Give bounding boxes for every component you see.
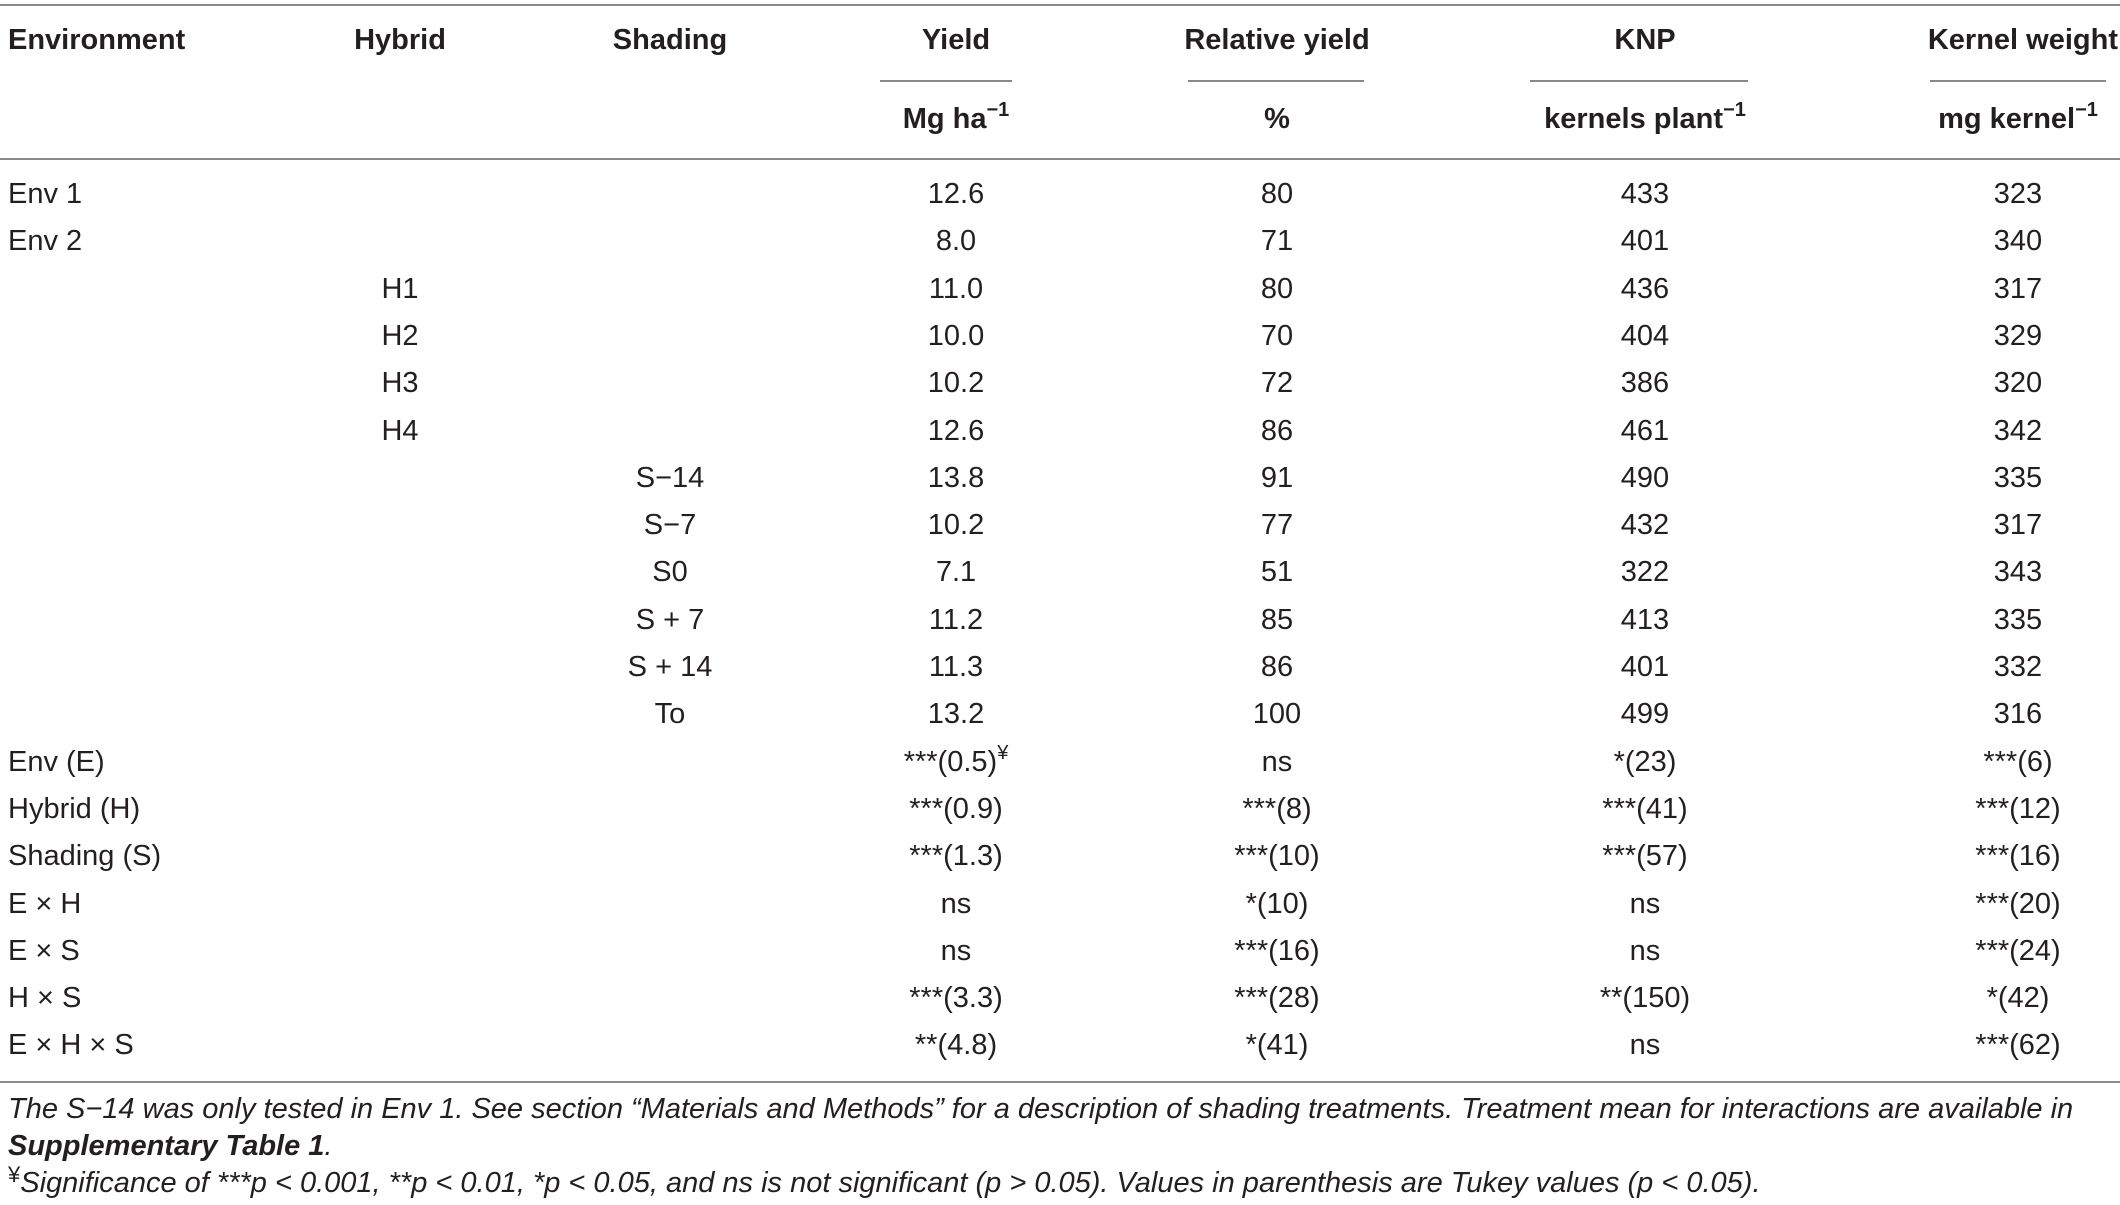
relative-yield-unit: % [1264,103,1290,135]
cell-rel: 85 [1260,604,1294,636]
cell-rel: ***(10) [1234,840,1320,872]
kernel-weight-unit: mg kernel$^{-1}$ [1938,99,2098,135]
row-label: E × H × S [8,1029,134,1061]
row-label: To [654,698,686,730]
footnote-1: The S−14 was only tested in Env 1. See section “Materials and Methods” for a description of shading treatments. Treatment mean for interactions are available in Supplementary Table 1. [8,1093,2074,1162]
column-header-knp: KNP [1614,24,1676,56]
cell-yield: ***(3.3) [909,982,1003,1014]
cell-yield: **(4.8) [914,1029,998,1061]
cell-knp: 433 [1620,178,1670,210]
yen-symbol: ¥ [8,1162,21,1187]
column-header-hybrid: Hybrid [354,24,446,56]
cell-knp: 322 [1620,556,1670,588]
cell-rel: 86 [1260,415,1294,447]
cell-kw: 320 [1993,367,2043,399]
yield-unit: Mg $ha^{-1}$ [902,99,1010,135]
cell-rel: 72 [1260,367,1294,399]
row-label: Env 1 [8,178,83,210]
table-bottom-rule [0,1081,2120,1083]
cell-rel: 86 [1260,651,1294,683]
cell-knp: 432 [1620,509,1670,541]
row-label: H1 [381,273,419,305]
cell-yield: 11.3 [928,651,984,683]
column-header-relative-yield: Relative yield [1184,24,1370,56]
cell-knp: ***(57) [1602,840,1688,872]
cell-kw: ***(16) [1975,840,2061,872]
cell-yield: ***(0.5)¥ [903,742,1009,778]
knp-unit-rule [1530,80,1748,82]
cell-kw: ***(62) [1975,1029,2061,1061]
cell-yield: 12.6 [927,415,985,447]
cell-rel: ns [1261,746,1293,778]
cell-rel: 51 [1260,556,1294,588]
cell-yield: 13.8 [927,462,985,494]
relative-yield-unit-rule [1188,80,1364,82]
cell-rel: 80 [1260,273,1294,305]
row-label: E × S [8,935,80,967]
cell-kw: 317 [1993,273,2043,305]
cell-rel: 71 [1260,225,1294,257]
cell-yield: 10.2 [927,367,985,399]
header-bottom-rule [0,158,2120,160]
table-footnotes [8,1091,2112,1202]
cell-knp: 499 [1620,698,1670,730]
row-label: S−7 [643,509,697,541]
knp-unit: kernels plant$^{-1}$ [1544,99,1746,135]
cell-kw: ***(12) [1975,793,2061,825]
cell-kw: 329 [1993,320,2043,352]
row-label: S−14 [635,462,705,494]
row-label: S + 7 [635,604,705,636]
cell-kw: ***(6) [1983,746,2053,778]
row-label: H3 [381,367,419,399]
cell-yield: 10.2 [927,509,985,541]
cell-rel: 70 [1260,320,1294,352]
row-label: S + 14 [627,651,713,683]
row-label: S0 [652,556,688,588]
supplementary-table-link[interactable]: Supplementary Table 1 [8,1130,325,1162]
cell-rel: 80 [1260,178,1294,210]
cell-yield: 11.0 [928,273,984,305]
cell-yield: 8.0 [935,225,977,257]
cell-knp: ns [1629,888,1661,920]
cell-rel: *(41) [1245,1029,1309,1061]
row-label: H × S [8,982,82,1014]
cell-kw: 317 [1993,509,2043,541]
column-header-shading: Shading [612,24,728,56]
cell-knp: ***(41) [1602,793,1688,825]
row-label: H4 [381,415,419,447]
row-label: Env 2 [8,225,83,257]
cell-rel: ***(8) [1242,793,1312,825]
cell-yield: ns [940,935,972,967]
cell-kw: 340 [1993,225,2043,257]
cell-knp: 436 [1620,273,1670,305]
cell-knp: 401 [1620,651,1670,683]
cell-kw: 316 [1993,698,2043,730]
top-rule [0,4,2120,6]
cell-kw: ***(24) [1975,935,2061,967]
cell-yield: ***(0.9) [909,793,1003,825]
cell-kw: 343 [1993,556,2043,588]
cell-kw: ***(20) [1975,888,2061,920]
cell-yield: 7.1 [935,556,977,588]
cell-rel: 91 [1260,462,1294,494]
row-label: Shading (S) [8,840,162,872]
cell-rel: ***(16) [1234,935,1320,967]
cell-knp: **(150) [1599,982,1691,1014]
cell-kw: 323 [1993,178,2043,210]
footnote-2: ¥Significance of ***p < 0.001, **p < 0.01, *p < 0.05, and ns is not significant (p > 0.05). Values in parenthesis are Tukey values (p < 0.05). [8,1162,1761,1199]
cell-rel: 77 [1260,509,1294,541]
cell-knp: 461 [1620,415,1670,447]
cell-kw: 335 [1993,604,2043,636]
column-header-yield: Yield [921,24,991,56]
row-label: Env (E) [8,746,105,778]
cell-yield: 10.0 [927,320,985,352]
cell-knp: 386 [1620,367,1670,399]
cell-kw: 332 [1993,651,2043,683]
cell-knp: 401 [1620,225,1670,257]
cell-kw: 342 [1993,415,2043,447]
cell-yield: 13.2 [927,698,985,730]
row-label: H2 [381,320,419,352]
cell-yield: 11.2 [928,604,984,636]
cell-knp: 413 [1620,604,1670,636]
cell-rel: *(10) [1245,888,1309,920]
cell-rel: 100 [1252,698,1302,730]
cell-knp: ns [1629,935,1661,967]
cell-rel: ***(28) [1234,982,1320,1014]
cell-knp: 490 [1620,462,1670,494]
yen-superscript: ¥ [997,742,1009,764]
row-label: Hybrid (H) [8,793,141,825]
cell-kw: 335 [1993,462,2043,494]
column-header-environment: Environment [8,24,186,56]
column-header-kernel-weight: Kernel weight [1927,24,2118,56]
kernel-weight-unit-rule [1930,80,2106,82]
cell-kw: *(42) [1986,982,2050,1014]
cell-yield: 12.6 [927,178,985,210]
yield-unit-rule [880,80,1012,82]
cell-knp: *(23) [1613,746,1677,778]
cell-knp: ns [1629,1029,1661,1061]
cell-knp: 404 [1620,320,1670,352]
cell-yield: ns [940,888,972,920]
row-label: E × H [8,888,82,920]
cell-yield: ***(1.3) [909,840,1003,872]
